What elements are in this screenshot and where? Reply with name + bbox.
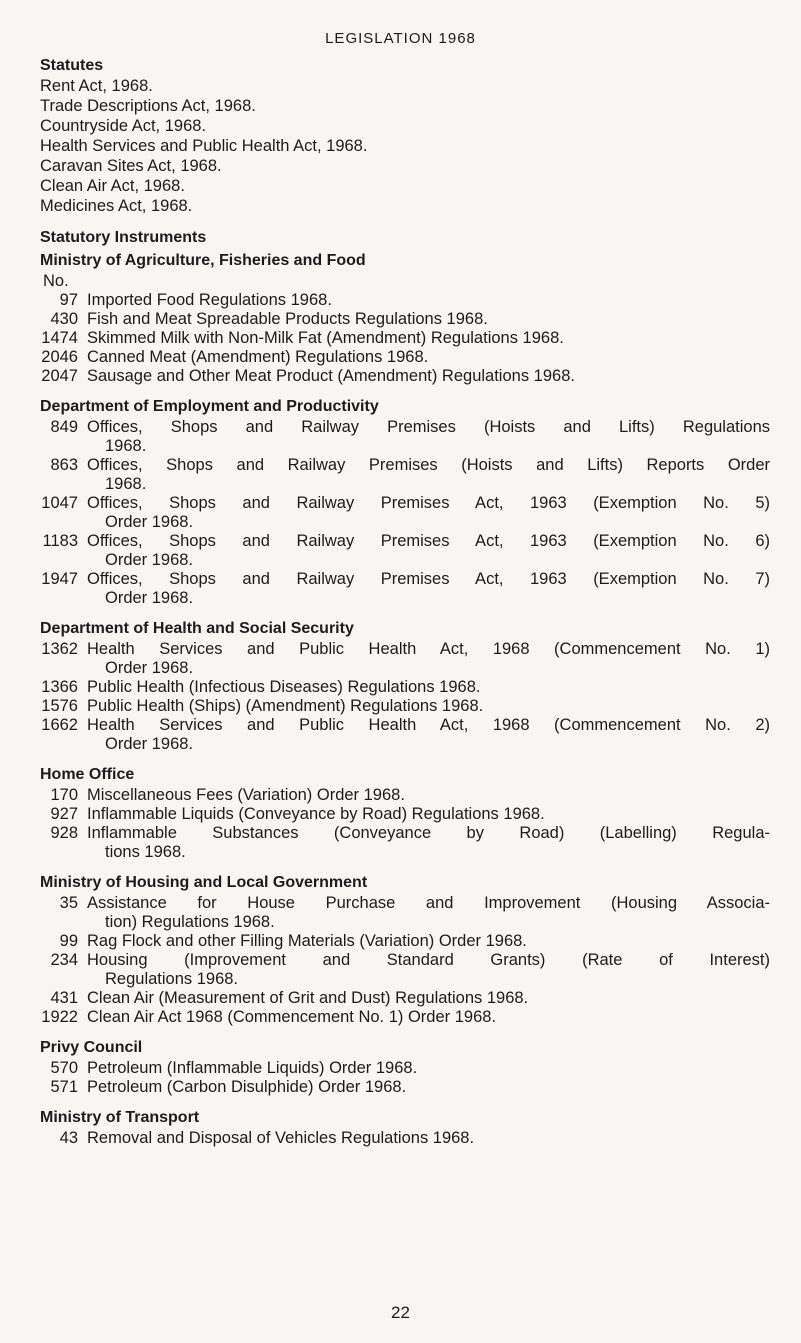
instrument-title-block (87, 716, 770, 754)
instrument-title-block (87, 951, 770, 989)
ministry-heading: Ministry of Agriculture, Fisheries and Food (40, 252, 366, 269)
instrument-row (40, 786, 770, 805)
instrument-row (40, 697, 770, 716)
instrument-row (40, 932, 770, 951)
instrument-title: Assistance for House Purchase and Improvement (Housing Associa- (87, 894, 770, 912)
instrument-title-block (87, 418, 770, 456)
instrument-row (40, 570, 770, 608)
statute-item: Clean Air Act, 1968. (40, 177, 185, 195)
instrument-row (40, 716, 770, 754)
instrument-title-continued: 1968. (105, 437, 147, 455)
instrument-number: 1922 (41, 1008, 78, 1026)
instrument-title: Health Services and Public Health Act, 1968 (Commencement No. 1) (87, 640, 770, 658)
instrument-title: Offices, Shops and Railway Premises Act, 1963 (Exemption No. 7) (87, 570, 770, 588)
instruments-heading: Statutory Instruments (40, 229, 207, 246)
instrument-title-continued: Order 1968. (105, 659, 194, 677)
ministry-heading: Ministry of Housing and Local Government (40, 874, 368, 891)
instrument-number: 570 (50, 1059, 78, 1077)
instrument-title-continued: tions 1968. (105, 843, 186, 861)
instrument-number: 1362 (41, 640, 78, 658)
instrument-number: 43 (59, 1129, 78, 1147)
statutes-heading: Statutes (40, 57, 104, 74)
statute-item: Medicines Act, 1968. (40, 197, 193, 215)
statute-item: Trade Descriptions Act, 1968. (40, 97, 256, 115)
instrument-title: Rag Flock and other Filling Materials (Variation) Order 1968. (87, 932, 527, 950)
instrument-title-block (87, 494, 770, 532)
ministry-heading: Privy Council (40, 1039, 143, 1056)
instrument-row (40, 418, 770, 456)
instrument-row (40, 367, 770, 386)
instrument-number: 1474 (41, 329, 78, 347)
instrument-number: 2046 (41, 348, 78, 366)
instrument-row (40, 805, 770, 824)
ministry-heading: Ministry of Transport (40, 1109, 200, 1126)
instrument-row (40, 951, 770, 989)
instrument-title-continued: Order 1968. (105, 551, 194, 569)
instrument-title: Offices, Shops and Railway Premises (Hoists and Lifts) Regulations (87, 418, 770, 436)
instrument-number: 99 (59, 932, 78, 950)
ministry-group (40, 1107, 770, 1148)
ministry-heading: Home Office (40, 766, 135, 783)
instrument-number: 1047 (41, 494, 78, 512)
instrument-title-block (87, 570, 770, 608)
instrument-number: 928 (50, 824, 78, 842)
ministry-group (40, 1037, 770, 1097)
page-title: LEGISLATION 1968 (325, 30, 476, 47)
instrument-row (40, 329, 770, 348)
instrument-row (40, 824, 770, 862)
instrument-title: Inflammable Liquids (Conveyance by Road) Regulations 1968. (87, 805, 545, 823)
instrument-title-block (87, 456, 770, 494)
instrument-title: Fish and Meat Spreadable Products Regulations 1968. (87, 310, 488, 328)
instrument-title: Offices, Shops and Railway Premises (Hoists and Lifts) Reports Order (87, 456, 770, 474)
instrument-title-continued: Order 1968. (105, 513, 194, 531)
instrument-title: Inflammable Substances (Conveyance by Road) (Labelling) Regula- (87, 824, 770, 842)
instrument-title: Health Services and Public Health Act, 1968 (Commencement No. 2) (87, 716, 770, 734)
instrument-title: Canned Meat (Amendment) Regulations 1968. (87, 348, 429, 366)
statute-item: Caravan Sites Act, 1968. (40, 157, 222, 175)
instrument-title: Sausage and Other Meat Product (Amendment) Regulations 1968. (87, 367, 575, 385)
instrument-row (40, 1078, 770, 1097)
number-column-label: No. (43, 272, 69, 290)
instrument-title-continued: tion) Regulations 1968. (105, 913, 275, 931)
instrument-number: 234 (50, 951, 78, 969)
instrument-title-block (87, 894, 770, 932)
instrument-row (40, 1008, 770, 1027)
ministry-group (40, 250, 770, 386)
instrument-title: Removal and Disposal of Vehicles Regulations 1968. (87, 1129, 475, 1147)
statute-item: Rent Act, 1968. (40, 77, 153, 95)
ministry-group (40, 396, 770, 608)
instrument-number: 431 (50, 989, 78, 1007)
instrument-row (40, 291, 770, 310)
instrument-number: 1662 (41, 716, 78, 734)
instrument-row (40, 989, 770, 1008)
instrument-title-continued: 1968. (105, 475, 147, 493)
instrument-number: 571 (50, 1078, 78, 1096)
instrument-row (40, 310, 770, 329)
instrument-title: Offices, Shops and Railway Premises Act, 1963 (Exemption No. 6) (87, 532, 770, 550)
instrument-number: 1183 (42, 532, 78, 550)
instrument-title: Public Health (Ships) (Amendment) Regulations 1968. (87, 697, 484, 715)
instrument-row (40, 1129, 770, 1148)
instrument-title-continued: Order 1968. (105, 589, 194, 607)
instrument-number: 849 (50, 418, 78, 436)
instrument-number: 1947 (41, 570, 78, 588)
page-number: 22 (391, 1303, 410, 1322)
instrument-row (40, 456, 770, 494)
ministry-heading: Department of Employment and Productivity (40, 398, 379, 415)
instrument-title-continued: Regulations 1968. (105, 970, 239, 988)
statute-item: Countryside Act, 1968. (40, 117, 207, 135)
instrument-title: Clean Air Act 1968 (Commencement No. 1) Order 1968. (87, 1008, 497, 1026)
instrument-row (40, 678, 770, 697)
ministry-group (40, 872, 770, 1027)
instrument-title: Public Health (Infectious Diseases) Regulations 1968. (87, 678, 481, 696)
instrument-row (40, 532, 770, 570)
instrument-row (40, 494, 770, 532)
ministry-group (40, 764, 770, 862)
instrument-row (40, 894, 770, 932)
instrument-title: Miscellaneous Fees (Variation) Order 1968. (87, 786, 405, 804)
instrument-number: 35 (59, 894, 78, 912)
instrument-title-block (87, 640, 770, 678)
ministry-group (40, 618, 770, 754)
instrument-row (40, 1059, 770, 1078)
ministry-heading: Department of Health and Social Security (40, 620, 354, 637)
instrument-title: Petroleum (Carbon Disulphide) Order 1968. (87, 1078, 407, 1096)
instrument-title: Petroleum (Inflammable Liquids) Order 1968. (87, 1059, 418, 1077)
instrument-row (40, 348, 770, 367)
instrument-title-block (87, 532, 770, 570)
instrument-number: 1366 (41, 678, 78, 696)
instrument-number: 430 (50, 310, 78, 328)
instrument-title: Skimmed Milk with Non-Milk Fat (Amendment) Regulations 1968. (87, 329, 564, 347)
instrument-number: 170 (50, 786, 78, 804)
instrument-title: Housing (Improvement and Standard Grants) (Rate of Interest) (87, 951, 770, 969)
instrument-row (40, 640, 770, 678)
instrument-title-continued: Order 1968. (105, 735, 194, 753)
content (40, 56, 770, 1148)
instrument-number: 927 (50, 805, 78, 823)
instrument-title: Clean Air (Measurement of Grit and Dust) Regulations 1968. (87, 989, 529, 1007)
instrument-number: 2047 (41, 367, 78, 385)
instrument-title-block (87, 824, 770, 862)
statutes-list (40, 76, 770, 216)
statute-item: Health Services and Public Health Act, 1968. (40, 137, 368, 155)
instrument-title: Offices, Shops and Railway Premises Act, 1963 (Exemption No. 5) (87, 494, 770, 512)
instrument-number: 1576 (41, 697, 78, 715)
instrument-number: 97 (59, 291, 78, 309)
instrument-title: Imported Food Regulations 1968. (87, 291, 332, 309)
instrument-number: 863 (50, 456, 78, 474)
